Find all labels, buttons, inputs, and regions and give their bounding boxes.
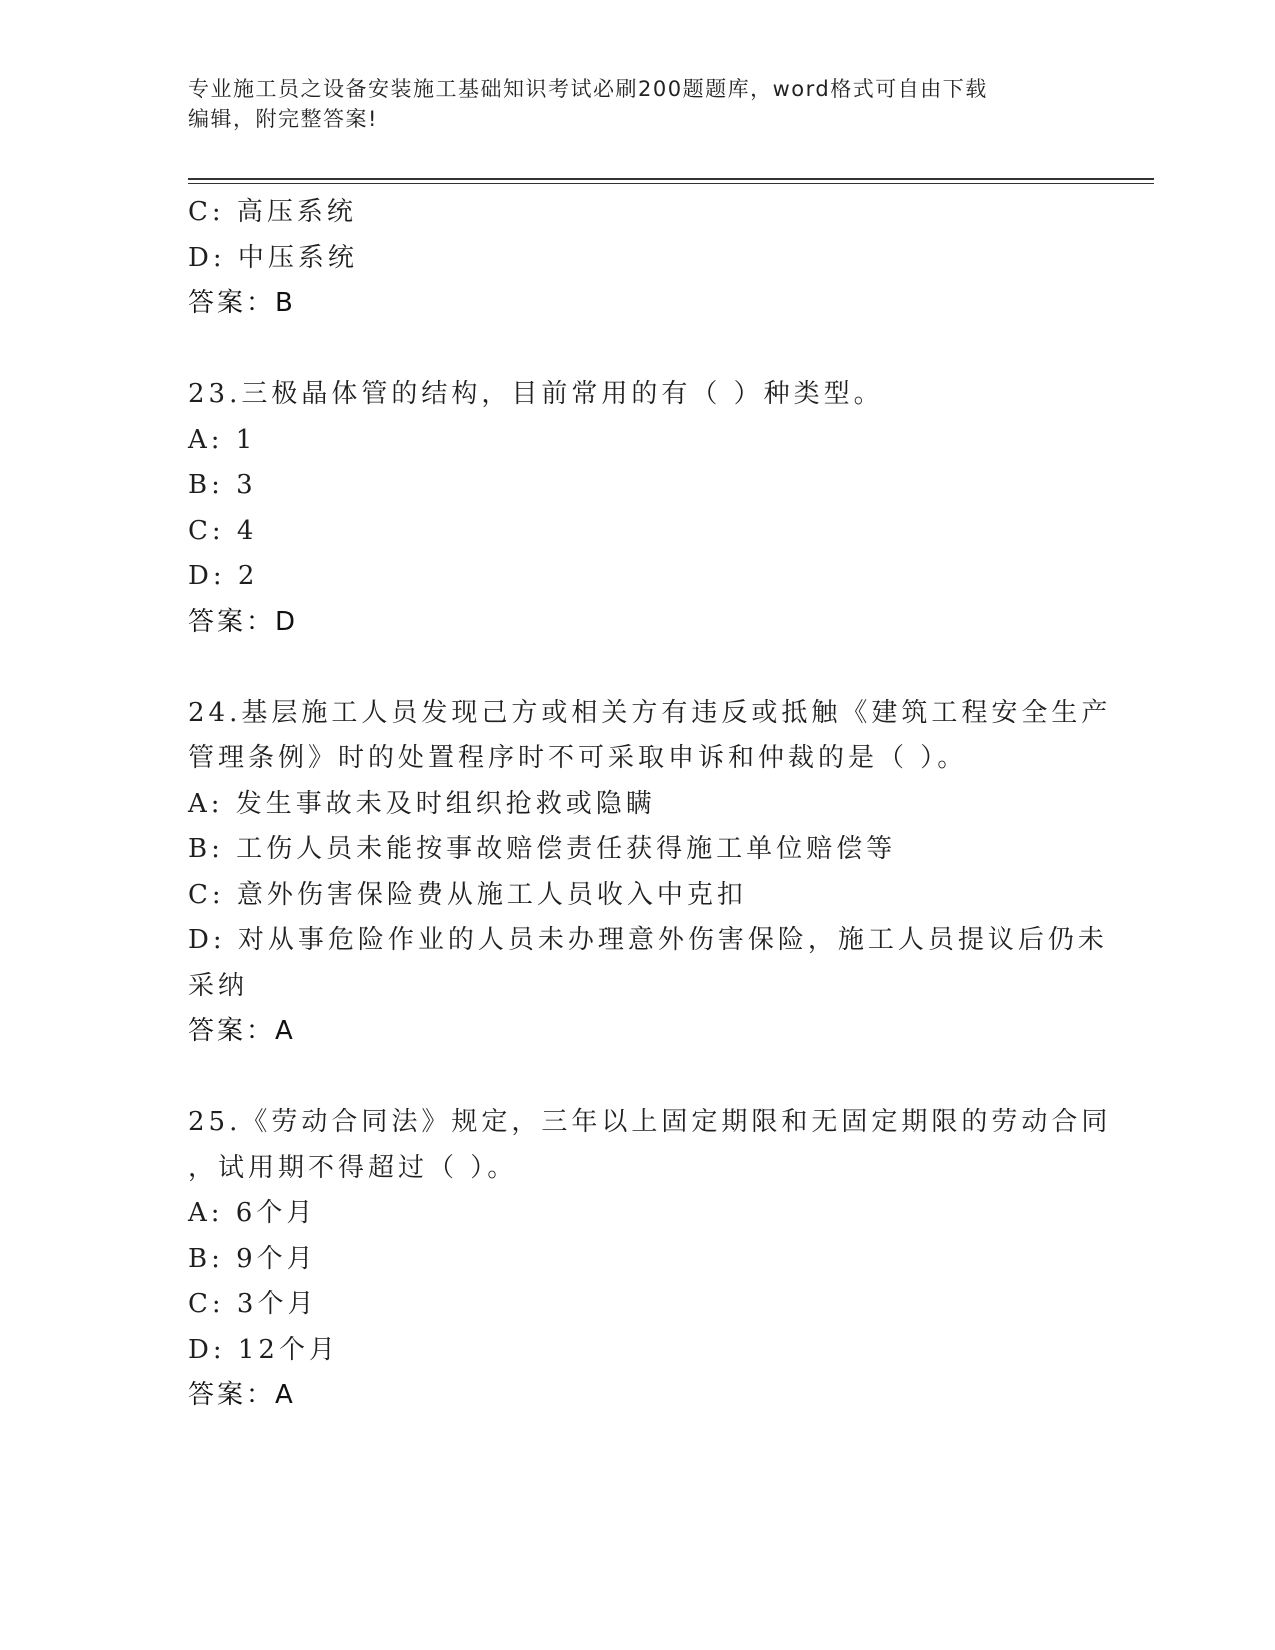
question-stem-line2: ，试用期不得超过（ ）。 — [188, 1152, 518, 1183]
spacer — [188, 1055, 1088, 1101]
question-block-24 — [188, 691, 1112, 1055]
question-list — [188, 190, 1112, 1419]
option-c: C: 4 — [188, 515, 258, 546]
question-block-25 — [188, 1100, 1112, 1419]
header-title-line2: 编辑，附完整答案! — [188, 107, 378, 131]
question-stem: 23.三极晶体管的结构，目前常用的有（ ）种类型。 — [188, 379, 884, 409]
option-c: C: 高压系统 — [188, 197, 357, 227]
option-b: B: 3 — [188, 470, 257, 500]
question-stem-line2: 管理条例》时的处置程序时不可采取申诉和仲裁的是（ ）。 — [188, 743, 968, 773]
question-block-previous — [188, 190, 1088, 327]
option-d-line2: 采纳 — [188, 970, 249, 1001]
option-d: D: 2 — [188, 561, 259, 591]
answer-line: 答案：D — [188, 606, 299, 637]
option-a: A: 发生事故未及时组织抢救或隐瞒 — [188, 788, 656, 819]
option-b: B: 9个月 — [188, 1243, 317, 1274]
spacer — [188, 645, 1088, 691]
question-stem-line1: 24.基层施工人员发现己方或相关方有违反或抵触《建筑工程安全生产 — [188, 697, 1112, 728]
option-d: D: 12个月 — [188, 1334, 339, 1365]
option-c: C: 意外伤害保险费从施工人员收入中克扣 — [188, 879, 747, 910]
option-c: C: 3个月 — [188, 1289, 318, 1319]
option-a: A: 1 — [188, 424, 257, 455]
header-divider-thin — [188, 183, 1154, 184]
answer-line: 答案：A — [188, 1380, 296, 1410]
question-block-23 — [188, 372, 1088, 645]
option-b: B: 工伤人员未能按事故赔偿责任获得施工单位赔偿等 — [188, 834, 897, 864]
question-stem-line1: 25.《劳动合同法》规定，三年以上固定期限和无固定期限的劳动合同 — [188, 1107, 1112, 1137]
answer-line: 答案：A — [188, 1016, 296, 1046]
page-header — [188, 74, 1088, 134]
spacer — [188, 327, 1088, 373]
option-a: A: 6个月 — [188, 1198, 317, 1228]
option-d-line1: D: 对从事危险作业的人员未办理意外伤害保险，施工人员提议后仍未 — [188, 925, 1108, 955]
answer-line: 答案：B — [188, 288, 296, 318]
header-title-line1: 专业施工员之设备安装施工基础知识考试必刷200题题库，word格式可自由下载 — [188, 77, 988, 101]
option-d: D: 中压系统 — [188, 242, 358, 273]
header-divider-thick — [188, 178, 1154, 180]
